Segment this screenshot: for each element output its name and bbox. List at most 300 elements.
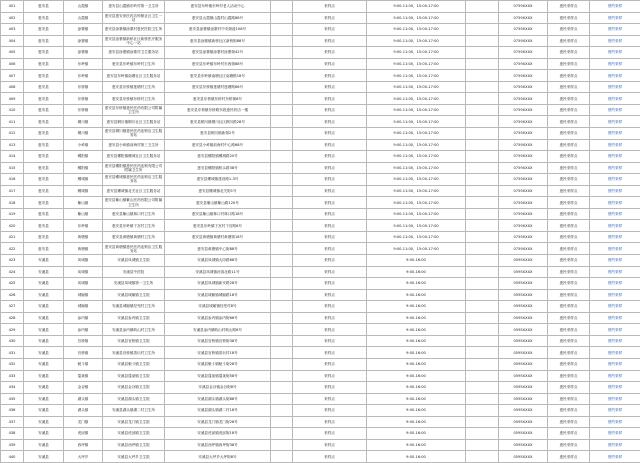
row-number: 433 <box>1 370 24 382</box>
row-number: 440 <box>1 451 24 463</box>
category-cell: 惠民采样点 <box>548 347 590 359</box>
hours-cell: 9:00-11:00，15:00-17:00 <box>367 162 466 174</box>
row-number: 405 <box>1 47 24 59</box>
hours-cell: 9:00-16:00 <box>367 451 466 463</box>
site-name-cell: 惠安县东岭镇东岭村卫生所 <box>103 58 165 70</box>
note-cell <box>271 370 293 382</box>
table-body <box>1 1 640 463</box>
address-cell: 安溪县虎邱镇虎邱街18号 <box>165 428 271 440</box>
row-number: 422 <box>1 243 24 255</box>
note-cell <box>271 278 293 290</box>
table-row <box>1 208 640 220</box>
note-cell <box>271 324 293 336</box>
extra-cell <box>466 428 499 440</box>
site-name-cell: 惠安县辋川镇惠民医药连锁店卫生服务站 <box>103 128 165 140</box>
site-name-cell: 惠安县涂寨镇新桥社区新桥医疗服务中心一站 <box>103 35 165 47</box>
table-row <box>1 47 640 59</box>
type-cell: 采样点 <box>293 128 367 140</box>
site-name-cell: 惠安县涂寨镇涂寨村卫生服务站 <box>103 47 165 59</box>
county-cell: 安溪县 <box>24 439 64 451</box>
site-name-cell: 安溪县城厢镇经兜村卫生所 <box>103 301 165 313</box>
county-cell: 惠安县 <box>24 162 64 174</box>
town-cell: 凤城镇 <box>64 255 103 267</box>
hours-cell: 9:00-11:00，15:00-17:00 <box>367 208 466 220</box>
site-name-cell: 惠安县辋川镇辋川社区卫生服务站 <box>103 116 165 128</box>
type-cell: 采样点 <box>293 70 367 82</box>
table-row <box>1 243 640 255</box>
hours-cell: 9:00-11:00，15:00-17:00 <box>367 243 466 255</box>
note-cell <box>271 243 293 255</box>
site-name-cell: 安溪县凤城镇第一卫生所 <box>103 278 165 290</box>
town-cell: 凤城镇 <box>64 266 103 278</box>
phone-cell: 0595XXXX <box>499 278 548 290</box>
booking-link[interactable]: 预约采样 <box>590 162 640 174</box>
row-number: 427 <box>1 301 24 313</box>
type-cell: 采样点 <box>293 197 367 209</box>
site-name-cell: 惠安县山霞镇东岭村第一卫生所 <box>103 1 165 13</box>
note-cell <box>271 1 293 13</box>
county-cell: 惠安县 <box>24 128 64 140</box>
type-cell: 采样点 <box>293 104 367 116</box>
booking-link[interactable]: 预约采样 <box>590 370 640 382</box>
table-row <box>1 70 640 82</box>
booking-link[interactable]: 预约采样 <box>590 324 640 336</box>
site-name-cell: 安溪县参内镇卫生院 <box>103 312 165 324</box>
county-cell: 惠安县 <box>24 116 64 128</box>
extra-cell <box>466 24 499 36</box>
table-row <box>1 93 640 105</box>
booking-link[interactable]: 预约采样 <box>590 220 640 232</box>
town-cell: 辋川镇 <box>64 116 103 128</box>
town-cell: 凤城镇 <box>64 278 103 290</box>
phone-cell: 0595XXXX <box>499 382 548 394</box>
note-cell <box>271 24 293 36</box>
row-number: 438 <box>1 428 24 440</box>
town-cell: 山霞镇 <box>64 12 103 24</box>
address-cell: 惠安县涂寨镇涂寨村涂寨街42号 <box>165 47 271 59</box>
row-number: 429 <box>1 324 24 336</box>
booking-link[interactable]: 预约采样 <box>590 358 640 370</box>
county-cell: 安溪县 <box>24 382 64 394</box>
note-cell <box>271 393 293 405</box>
extra-cell <box>466 1 499 13</box>
booking-link[interactable]: 预约采样 <box>590 439 640 451</box>
table-row <box>1 382 640 394</box>
site-name-cell: 惠安县螺阳镇螺城社区卫生服务站 <box>103 151 165 163</box>
type-cell: 采样点 <box>293 266 367 278</box>
extra-cell <box>466 255 499 267</box>
type-cell: 采样点 <box>293 208 367 220</box>
extra-cell <box>466 93 499 105</box>
table-row <box>1 162 640 174</box>
extra-cell <box>466 439 499 451</box>
address-cell: 安溪县西坪镇西坪街38号 <box>165 439 271 451</box>
category-cell: 惠民采样点 <box>548 255 590 267</box>
type-cell: 采样点 <box>293 451 367 463</box>
category-cell: 惠民采样点 <box>548 312 590 324</box>
booking-link[interactable]: 预约采样 <box>590 116 640 128</box>
site-name-cell: 安溪县龙门镇卫生院 <box>103 416 165 428</box>
row-number: 431 <box>1 347 24 359</box>
phone-cell: 0759XXXX <box>499 185 548 197</box>
site-name-cell: 惠安县涂寨镇涂寨村惠民医院卫生所 <box>103 24 165 36</box>
type-cell: 采样点 <box>293 58 367 70</box>
site-name-cell: 安溪县湖头镇卫生院 <box>103 393 165 405</box>
county-cell: 惠安县 <box>24 81 64 93</box>
booking-link[interactable]: 预约采样 <box>590 301 640 313</box>
note-cell <box>271 266 293 278</box>
category-cell: 惠民采样点 <box>548 324 590 336</box>
booking-link[interactable]: 预约采样 <box>590 312 640 324</box>
hours-cell: 9:00-16:00 <box>367 335 466 347</box>
address-cell: 安溪县湖头镇湖头街88号 <box>165 393 271 405</box>
site-name-cell: 惠安县黄塘镇黄塘村卫生所 <box>103 231 165 243</box>
category-cell: 惠民采样点 <box>548 174 590 186</box>
type-cell: 采样点 <box>293 151 367 163</box>
phone-cell: 0595XXXX <box>499 324 548 336</box>
phone-cell: 0759XXXX <box>499 58 548 70</box>
address-cell: 惠安县辋川镇新街2号 <box>165 128 271 140</box>
site-name-cell: 安溪县官桥镇卫生院 <box>103 335 165 347</box>
table-row <box>1 220 640 232</box>
category-cell: 惠民采样点 <box>548 128 590 140</box>
town-cell: 山霞镇 <box>64 1 103 13</box>
table-row <box>1 151 640 163</box>
hours-cell: 9:00-16:00 <box>367 382 466 394</box>
category-cell: 惠民采样点 <box>548 81 590 93</box>
hours-cell: 9:00-16:00 <box>367 312 466 324</box>
extra-cell <box>466 278 499 290</box>
address-cell: 惠安县东桥镇东桥村东桥街8号 <box>165 93 271 105</box>
town-cell: 蓬莱镇 <box>64 370 103 382</box>
phone-cell: 0759XXXX <box>499 1 548 13</box>
address-cell: 惠安县螺阳镇桥头路38号 <box>165 162 271 174</box>
row-number: 417 <box>1 185 24 197</box>
type-cell: 采样点 <box>293 24 367 36</box>
category-cell: 惠民采样点 <box>548 370 590 382</box>
phone-cell: 0759XXXX <box>499 208 548 220</box>
note-cell <box>271 12 293 24</box>
table-row <box>1 324 640 336</box>
phone-cell: 0595XXXX <box>499 393 548 405</box>
row-number: 437 <box>1 416 24 428</box>
phone-cell: 0595XXXX <box>499 289 548 301</box>
booking-link[interactable]: 预约采样 <box>590 58 640 70</box>
row-number: 414 <box>1 151 24 163</box>
type-cell: 采样点 <box>293 324 367 336</box>
row-number: 426 <box>1 289 24 301</box>
row-number: 402 <box>1 12 24 24</box>
note-cell <box>271 301 293 313</box>
extra-cell <box>466 81 499 93</box>
row-number: 439 <box>1 439 24 451</box>
category-cell: 惠民采样点 <box>548 405 590 417</box>
category-cell: 惠民采样点 <box>548 151 590 163</box>
row-number: 404 <box>1 35 24 47</box>
county-cell: 安溪县 <box>24 289 64 301</box>
booking-link[interactable]: 预约采样 <box>590 382 640 394</box>
booking-link[interactable]: 预约采样 <box>590 405 640 417</box>
phone-cell: 0595XXXX <box>499 405 548 417</box>
extra-cell <box>466 289 499 301</box>
note-cell <box>271 93 293 105</box>
booking-link[interactable]: 预约采样 <box>590 451 640 463</box>
hours-cell: 9:00-16:00 <box>367 428 466 440</box>
town-cell: 官桥镇 <box>64 347 103 359</box>
booking-link[interactable]: 预约采样 <box>590 104 640 116</box>
site-name-cell: 安溪县西坪镇卫生院 <box>103 439 165 451</box>
extra-cell <box>466 324 499 336</box>
row-number: 403 <box>1 24 24 36</box>
booking-link[interactable]: 预约采样 <box>590 428 640 440</box>
town-cell: 东岭镇 <box>64 70 103 82</box>
phone-cell: 0759XXXX <box>499 128 548 140</box>
site-name-cell: 惠安县东岭镇南塘社区卫生服务站 <box>103 70 165 82</box>
hours-cell: 9:00-11:00，15:00-17:00 <box>367 81 466 93</box>
address-cell: 安溪县凤城镇大同路88号 <box>165 255 271 267</box>
note-cell <box>271 58 293 70</box>
town-cell: 东桥镇 <box>64 104 103 116</box>
row-number: 425 <box>1 278 24 290</box>
town-cell: 湖头镇 <box>64 405 103 417</box>
phone-cell: 0595XXXX <box>499 266 548 278</box>
row-number: 435 <box>1 393 24 405</box>
booking-link[interactable]: 预约采样 <box>590 24 640 36</box>
row-number: 430 <box>1 335 24 347</box>
hours-cell: 9:00-11:00，15:00-17:00 <box>367 151 466 163</box>
hours-cell: 9:00-16:00 <box>367 301 466 313</box>
county-cell: 安溪县 <box>24 278 64 290</box>
type-cell: 采样点 <box>293 243 367 255</box>
booking-link[interactable]: 预约采样 <box>590 197 640 209</box>
county-cell: 安溪县 <box>24 393 64 405</box>
hours-cell: 9:00-11:00，15:00-17:00 <box>367 220 466 232</box>
type-cell: 采样点 <box>293 12 367 24</box>
hours-cell: 9:00-16:00 <box>367 358 466 370</box>
hours-cell: 9:00-11:00，15:00-17:00 <box>367 1 466 13</box>
hours-cell: 9:00-16:00 <box>367 370 466 382</box>
booking-link[interactable]: 预约采样 <box>590 416 640 428</box>
phone-cell: 0759XXXX <box>499 231 548 243</box>
table-row <box>1 185 640 197</box>
extra-cell <box>466 451 499 463</box>
type-cell: 采样点 <box>293 174 367 186</box>
town-cell: 东桥镇 <box>64 81 103 93</box>
row-number: 410 <box>1 104 24 116</box>
row-number: 423 <box>1 255 24 267</box>
address-cell: 惠安县涂寨镇新桥社区新桥街88号 <box>165 35 271 47</box>
table-row <box>1 116 640 128</box>
county-cell: 惠安县 <box>24 35 64 47</box>
phone-cell: 0759XXXX <box>499 162 548 174</box>
extra-cell <box>466 208 499 220</box>
type-cell: 采样点 <box>293 278 367 290</box>
table-row <box>1 12 640 24</box>
address-cell: 惠安县东桥镇东桥路东段惠民药店一楼 <box>165 104 271 116</box>
booking-link[interactable]: 预约采样 <box>590 151 640 163</box>
phone-cell: 0759XXXX <box>499 35 548 47</box>
type-cell: 采样点 <box>293 382 367 394</box>
booking-link[interactable]: 预约采样 <box>590 174 640 186</box>
hours-cell: 9:00-16:00 <box>367 393 466 405</box>
county-cell: 安溪县 <box>24 416 64 428</box>
town-cell: 紫山镇 <box>64 197 103 209</box>
table-row <box>1 1 640 13</box>
row-number: 407 <box>1 70 24 82</box>
site-name-cell: 惠安县螺城镇惠民医药连锁店卫生服务站 <box>103 174 165 186</box>
note-cell <box>271 335 293 347</box>
category-cell: 惠民采样点 <box>548 231 590 243</box>
type-cell: 采样点 <box>293 162 367 174</box>
booking-link[interactable]: 预约采样 <box>590 231 640 243</box>
address-cell: 安溪县蓬莱镇蓬莱街58号 <box>165 370 271 382</box>
booking-link[interactable]: 预约采样 <box>590 335 640 347</box>
phone-cell: 0759XXXX <box>499 93 548 105</box>
booking-link[interactable]: 预约采样 <box>590 289 640 301</box>
booking-link[interactable]: 预约采样 <box>590 255 640 267</box>
table-row <box>1 370 640 382</box>
table-row <box>1 35 640 47</box>
phone-cell: 0759XXXX <box>499 243 548 255</box>
extra-cell <box>466 128 499 140</box>
extra-cell <box>466 12 499 24</box>
note-cell <box>271 151 293 163</box>
booking-link[interactable]: 预约采样 <box>590 1 640 13</box>
town-cell: 小岞镇 <box>64 139 103 151</box>
address-cell: 惠安县涂寨镇涂寨村中央街道108号 <box>165 24 271 36</box>
booking-link[interactable]: 预约采样 <box>590 139 640 151</box>
booking-link[interactable]: 预约采样 <box>590 208 640 220</box>
row-number: 420 <box>1 220 24 232</box>
address-cell: 惠安县辋川镇辋川社区辋川路28号 <box>165 116 271 128</box>
address-cell: 安溪县金谷镇金谷街8号 <box>165 382 271 394</box>
type-cell: 采样点 <box>293 358 367 370</box>
note-cell <box>271 358 293 370</box>
booking-link[interactable]: 预约采样 <box>590 278 640 290</box>
type-cell: 采样点 <box>293 289 367 301</box>
site-name-cell: 安溪县蓬莱镇卫生院 <box>103 370 165 382</box>
booking-link[interactable]: 预约采样 <box>590 47 640 59</box>
booking-link[interactable]: 预约采样 <box>590 393 640 405</box>
hours-cell: 9:00-11:00，15:00-17:00 <box>367 58 466 70</box>
site-name-cell: 安溪县金谷镇卫生院 <box>103 382 165 394</box>
address-cell: 安溪县凤城镇河滨北路11号 <box>165 266 271 278</box>
county-cell: 惠安县 <box>24 243 64 255</box>
row-number: 434 <box>1 382 24 394</box>
hours-cell: 9:00-16:00 <box>367 289 466 301</box>
booking-link[interactable]: 预约采样 <box>590 185 640 197</box>
note-cell <box>271 289 293 301</box>
booking-link[interactable]: 预约采样 <box>590 93 640 105</box>
type-cell: 采样点 <box>293 347 367 359</box>
table-row <box>1 358 640 370</box>
booking-link[interactable]: 预约采样 <box>590 347 640 359</box>
note-cell <box>271 35 293 47</box>
extra-cell <box>466 47 499 59</box>
type-cell: 采样点 <box>293 35 367 47</box>
table-row <box>1 301 640 313</box>
category-cell: 惠民采样点 <box>548 24 590 36</box>
county-cell: 安溪县 <box>24 301 64 313</box>
extra-cell <box>466 231 499 243</box>
extra-cell <box>466 162 499 174</box>
site-name-cell: 惠安县东桥镇东桥村卫生所 <box>103 93 165 105</box>
county-cell: 安溪县 <box>24 358 64 370</box>
category-cell: 惠民采样点 <box>548 93 590 105</box>
booking-link[interactable]: 预约采样 <box>590 128 640 140</box>
phone-cell: 0759XXXX <box>499 70 548 82</box>
hours-cell: 9:00-16:00 <box>367 324 466 336</box>
hours-cell: 9:00-16:00 <box>367 439 466 451</box>
category-cell: 惠民采样点 <box>548 358 590 370</box>
phone-cell: 0759XXXX <box>499 174 548 186</box>
category-cell: 惠民采样点 <box>548 58 590 70</box>
phone-cell: 0595XXXX <box>499 451 548 463</box>
town-cell: 涂寨镇 <box>64 47 103 59</box>
booking-link[interactable]: 预约采样 <box>590 243 640 255</box>
row-number: 406 <box>1 58 24 70</box>
address-cell: 惠安县黄塘镇黄塘村黄塘街18号 <box>165 231 271 243</box>
town-cell: 黄塘镇 <box>64 243 103 255</box>
address-cell: 惠安县山霞镇山霞村山霞路88号 <box>165 12 271 24</box>
town-cell: 东岭镇 <box>64 58 103 70</box>
site-name-cell: 惠安县惠安家医药店钟鼎社区卫生一站 <box>103 12 165 24</box>
hours-cell: 9:00-11:00，15:00-17:00 <box>367 12 466 24</box>
extra-cell <box>466 243 499 255</box>
town-cell: 螺阳镇 <box>64 162 103 174</box>
address-cell: 安溪县参内镇参内街66号 <box>165 312 271 324</box>
phone-cell: 0759XXXX <box>499 24 548 36</box>
extra-cell <box>466 301 499 313</box>
site-name-cell: 惠安县螺城镇北关社区卫生服务站 <box>103 185 165 197</box>
type-cell: 采样点 <box>293 93 367 105</box>
booking-link[interactable]: 预约采样 <box>590 266 640 278</box>
note-cell <box>271 428 293 440</box>
county-cell: 惠安县 <box>24 58 64 70</box>
county-cell: 惠安县 <box>24 185 64 197</box>
booking-link[interactable]: 预约采样 <box>590 81 640 93</box>
extra-cell <box>466 174 499 186</box>
booking-link[interactable]: 预约采样 <box>590 35 640 47</box>
county-cell: 惠安县 <box>24 1 64 13</box>
phone-cell: 0759XXXX <box>499 220 548 232</box>
phone-cell: 0759XXXX <box>499 151 548 163</box>
row-number: 415 <box>1 162 24 174</box>
booking-link[interactable]: 预约采样 <box>590 12 640 24</box>
address-cell: 惠安县螺阳镇螺城路20号 <box>165 151 271 163</box>
type-cell: 采样点 <box>293 116 367 128</box>
extra-cell <box>466 70 499 82</box>
address-cell: 惠安县紫山镇林口村林口路18号 <box>165 208 271 220</box>
county-cell: 惠安县 <box>24 70 64 82</box>
phone-cell: 0759XXXX <box>499 116 548 128</box>
address-cell: 惠安县小岞镇前海村中心路68号 <box>165 139 271 151</box>
table-row <box>1 439 640 451</box>
extra-cell <box>466 266 499 278</box>
table-row <box>1 128 640 140</box>
note-cell <box>271 197 293 209</box>
category-cell: 惠民采样点 <box>548 266 590 278</box>
hours-cell: 9:00-11:00，15:00-17:00 <box>367 139 466 151</box>
town-cell: 官桥镇 <box>64 335 103 347</box>
type-cell: 采样点 <box>293 405 367 417</box>
type-cell: 采样点 <box>293 231 367 243</box>
town-cell: 东岭镇 <box>64 220 103 232</box>
county-cell: 安溪县 <box>24 312 64 324</box>
address-cell: 安溪县魁斗镇魁斗街28号 <box>165 358 271 370</box>
site-name-cell: 惠安县紫山镇紫山医药有限公司附属卫生所 <box>103 197 165 209</box>
booking-link[interactable]: 预约采样 <box>590 70 640 82</box>
